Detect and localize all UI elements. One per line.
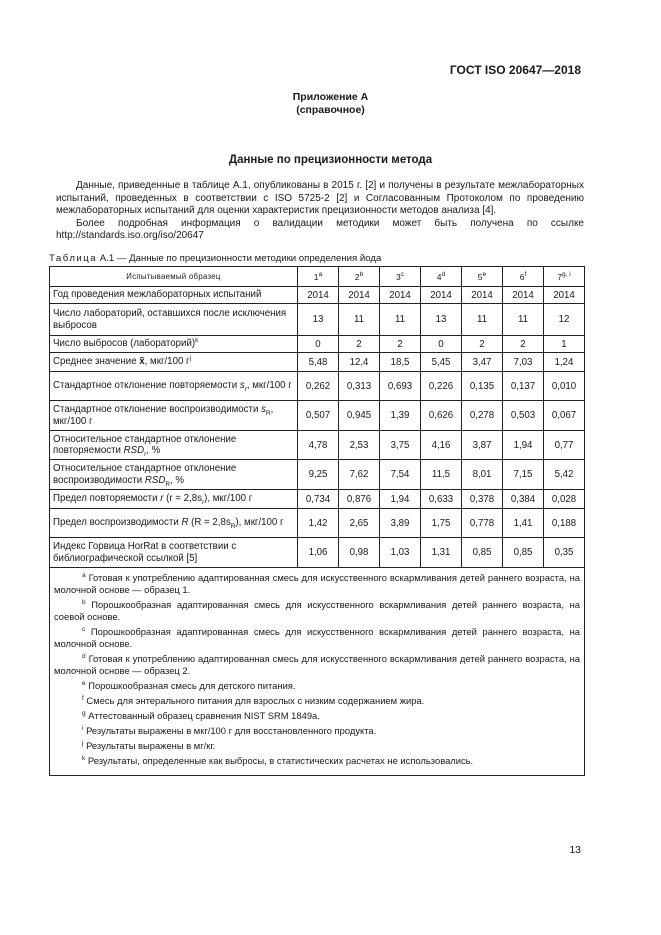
- footnote-mark: f: [82, 694, 84, 702]
- row-label-sub2: r: [201, 499, 205, 507]
- table-cell: 1,24: [544, 353, 585, 372]
- table-cell: 2014: [462, 287, 503, 304]
- table-cell: 4,78: [298, 431, 339, 460]
- column-header-2: [339, 267, 380, 287]
- table-cell: 2014: [421, 287, 462, 304]
- row-label-sup: k: [195, 337, 199, 345]
- row-label: [50, 353, 298, 372]
- row-label-text: Число выбросов (лабораторий): [53, 338, 196, 350]
- table-cell: 0,503: [503, 401, 544, 431]
- standard-designation: ГОСТ ISO 20647—2018: [449, 63, 581, 77]
- row-label-post: , мкг/100 г: [246, 380, 292, 392]
- table-cell: 0,778: [462, 509, 503, 538]
- row-label-text: Год проведения межлабораторных испытаний: [53, 289, 262, 301]
- footnote: [54, 680, 580, 692]
- table-cell: 0,135: [462, 372, 503, 401]
- row-label-sub: R: [265, 409, 271, 417]
- table-cell: 2,53: [339, 431, 380, 460]
- footnote-mark: c: [82, 625, 86, 633]
- table-cell: 1,94: [380, 490, 421, 509]
- table-cell: 13: [298, 304, 339, 336]
- table-cell: 12: [544, 304, 585, 336]
- table-cell: 2014: [339, 287, 380, 304]
- footnote-mark: i: [82, 724, 84, 732]
- table-cell: 1,94: [503, 431, 544, 460]
- table-cell: 13: [421, 304, 462, 336]
- footnote: [54, 740, 580, 752]
- table-cell: 3,89: [380, 509, 421, 538]
- row-label-var: RSD: [144, 474, 166, 486]
- table-cell: 2: [339, 336, 380, 353]
- col-sup: d: [441, 270, 446, 278]
- column-header-3: [380, 267, 421, 287]
- footnote-mark: k: [82, 754, 86, 762]
- table-caption: [49, 253, 381, 264]
- table-row: [50, 538, 585, 568]
- table-row: [50, 287, 585, 304]
- row-label-var: R: [181, 517, 189, 529]
- row-label-var: r: [160, 493, 164, 505]
- row-label-pre: Среднее значение: [53, 356, 140, 368]
- footnote-text: Результаты, определенные как выбросы, в статистических расчетах не использовались.: [87, 755, 474, 766]
- row-label-post: (R = 2,8s: [188, 517, 231, 529]
- table-cell: 2014: [544, 287, 585, 304]
- table-row: [50, 336, 585, 353]
- table-cell: 18,5: [380, 353, 421, 372]
- table-cell: 2014: [503, 287, 544, 304]
- row-label-pre: Стандартное отклонение воспроизводимости: [53, 404, 262, 415]
- intro-text: [56, 180, 584, 243]
- footnote-mark: d: [82, 652, 86, 660]
- table-cell: 0,226: [421, 372, 462, 401]
- section-title: Данные по прецизионности метода: [228, 154, 433, 166]
- footnote-text: Аттестованный образец сравнения NIST SRM 1849a.: [88, 710, 320, 721]
- row-label: [50, 336, 298, 353]
- table-row: [50, 353, 585, 372]
- table-cell: 0,734: [298, 490, 339, 509]
- table-cell: 5,45: [421, 353, 462, 372]
- row-label-tail: ), мкг/100 г: [204, 493, 253, 505]
- row-label: [50, 509, 298, 538]
- table-cell: 11: [503, 304, 544, 336]
- precision-table: [49, 266, 585, 776]
- table-cell: 1,75: [421, 509, 462, 538]
- table-cell: 0: [421, 336, 462, 353]
- table-cell: 0,313: [339, 372, 380, 401]
- table-cell: 3,75: [380, 431, 421, 460]
- table-cell: 0,137: [503, 372, 544, 401]
- footnotes-row: [50, 568, 585, 776]
- footnote-text: Результаты выражены в мг/кг.: [86, 740, 216, 751]
- table-row: [50, 304, 585, 336]
- footnote-mark: e: [82, 679, 86, 687]
- col-sup: g, i: [562, 270, 571, 278]
- footnote: [54, 599, 580, 623]
- row-label-pre: Предел воспроизводимости: [53, 517, 182, 529]
- row-label-var: s: [261, 404, 266, 415]
- table-cell: 0,945: [339, 401, 380, 431]
- table-cell: 11: [462, 304, 503, 336]
- table-cell: 0,77: [544, 431, 585, 460]
- page-number: 13: [569, 844, 581, 856]
- table-cell: 1: [544, 336, 585, 353]
- row-label: [50, 372, 298, 401]
- table-cell: 12,4: [339, 353, 380, 372]
- footnote-text: Порошкообразная адаптированная смесь для искусственного вскармливания детей раннего возраста, на соевой основе.: [54, 599, 580, 622]
- table-row: [50, 401, 585, 431]
- table-cell: 0,626: [421, 401, 462, 431]
- col-num: 3: [395, 271, 401, 282]
- table-cell: 4,16: [421, 431, 462, 460]
- row-label-post: (r = 2,8s: [163, 493, 202, 505]
- col-num: 5: [477, 271, 483, 282]
- row-label: [50, 304, 298, 336]
- row-label-sup: j: [189, 355, 192, 363]
- row-label-var: s: [239, 380, 245, 392]
- table-cell: 0,378: [462, 490, 503, 509]
- table-cell: 1,06: [298, 538, 339, 568]
- col-num: 4: [436, 271, 442, 282]
- footnote-mark: g: [82, 709, 86, 717]
- row-label-sub2: R: [230, 523, 236, 531]
- table-cell: 0,262: [298, 372, 339, 401]
- table-footnotes: [50, 568, 585, 776]
- col-sup: e: [482, 270, 487, 278]
- table-cell: 1,42: [298, 509, 339, 538]
- table-cell: 2014: [380, 287, 421, 304]
- table-cell: 0,188: [544, 509, 585, 538]
- column-header-4: [421, 267, 462, 287]
- row-label-pre: Относительное стандартное отклонение повторяемости: [53, 433, 237, 456]
- row-label-post: , %: [146, 445, 161, 456]
- table-row: [50, 490, 585, 509]
- table-cell: 5,48: [298, 353, 339, 372]
- footnote-mark: b: [82, 598, 86, 606]
- table-cell: 0,507: [298, 401, 339, 431]
- table-cell: 0,633: [421, 490, 462, 509]
- table-row: [50, 460, 585, 490]
- column-header-6: [503, 267, 544, 287]
- table-body: [50, 287, 585, 568]
- table-cell: 3,47: [462, 353, 503, 372]
- col-num: 7: [557, 271, 563, 282]
- sample-header: Испытываемый образец: [50, 267, 298, 287]
- row-label-pre: Предел повторяемости: [53, 493, 161, 505]
- col-num: 1: [313, 271, 319, 282]
- table-cell: 2: [503, 336, 544, 353]
- row-label-var: RSD: [123, 445, 145, 456]
- footnote: [54, 725, 580, 737]
- table-cell: 11: [339, 304, 380, 336]
- table-caption-text: А.1 — Данные по прецизионности методики определения йода: [97, 253, 382, 264]
- annex-title: Приложение А: [292, 91, 369, 103]
- column-header-7: [544, 267, 585, 287]
- footnote: [54, 626, 580, 650]
- table-cell: 2: [462, 336, 503, 353]
- row-label-post: , %: [170, 474, 185, 486]
- table-cell: 3,87: [462, 431, 503, 460]
- row-label-sub: r: [244, 386, 247, 394]
- table-cell: 0,85: [503, 538, 544, 568]
- footnote-text: Порошкообразная смесь для детского питания.: [88, 680, 296, 691]
- table-cell: 11,5: [421, 460, 462, 490]
- row-label: [50, 287, 298, 304]
- table-cell: 0,010: [544, 372, 585, 401]
- table-cell: 7,03: [503, 353, 544, 372]
- footnote-mark: a: [82, 571, 86, 579]
- table-cell: 0,693: [380, 372, 421, 401]
- table-cell: 2014: [298, 287, 339, 304]
- footnote-text: Готовая к употреблению адаптированная смесь для искусственного вскармливания детей раннего возраста, на молочной основе — образец 1.: [54, 572, 581, 595]
- table-cell: 5,42: [544, 460, 585, 490]
- table-cell: 1,41: [503, 509, 544, 538]
- table-cell: 7,54: [380, 460, 421, 490]
- table-cell: 1,39: [380, 401, 421, 431]
- footnote-mark: j: [82, 739, 84, 747]
- footnote-text: Результаты выражены в мкг/100 г для восстановленного продукта.: [86, 725, 377, 736]
- table-cell: 7,62: [339, 460, 380, 490]
- table-cell: 11: [380, 304, 421, 336]
- row-label: [50, 431, 298, 460]
- table-caption-word: Таблица: [49, 253, 98, 264]
- intro-paragraph-1: Данные, приведенные в таблице А.1, опубликованы в 2015 г. [2] и получены в результате межлабораторных испытаний, проведенных в соответствии с ISO 5725-2 [2] и Согласованным Протоколом по проведению межлабораторных испытаний для оценки характеристик прецизионности методов анализа [4].: [56, 180, 584, 217]
- column-header-5: [462, 267, 503, 287]
- footnote-text: Смесь для энтерального питания для взрослых с низким содержанием жира.: [86, 695, 425, 706]
- col-sup: f: [524, 270, 527, 278]
- table-cell: 9,25: [298, 460, 339, 490]
- row-label-pre: Относительное стандартное отклонение воспроизводимости: [53, 463, 237, 486]
- table-cell: 0,876: [339, 490, 380, 509]
- table-cell: 0,028: [544, 490, 585, 509]
- table-cell: 0,35: [544, 538, 585, 568]
- row-label-text: Индекс Горвица HorRat в соответствии с библиографической ссылкой [5]: [53, 541, 237, 564]
- annex-heading: [0, 91, 661, 117]
- footnote: [54, 710, 580, 722]
- table-row: [50, 431, 585, 460]
- table-cell: 8,01: [462, 460, 503, 490]
- row-label-pre: Стандартное отклонение повторяемости: [53, 380, 240, 392]
- footnote-text: Готовая к употреблению адаптированная смесь для искусственного вскармливания детей раннего возраста, на молочной основе — образец 2.: [54, 653, 581, 676]
- row-label-post: , мкг/100 г: [53, 404, 274, 427]
- footnote: [54, 653, 580, 677]
- table-cell: 0,067: [544, 401, 585, 431]
- table-cell: 0,85: [462, 538, 503, 568]
- footnote: [54, 695, 580, 707]
- table-cell: 0,384: [503, 490, 544, 509]
- row-label-sub: R: [165, 480, 171, 488]
- row-label-post: , мкг/100 г: [144, 356, 190, 368]
- row-label: [50, 490, 298, 509]
- row-label: [50, 460, 298, 490]
- column-header-1: [298, 267, 339, 287]
- col-sup: a: [318, 270, 323, 278]
- footnote: [54, 755, 580, 767]
- table-cell: 2,65: [339, 509, 380, 538]
- row-label: [50, 401, 298, 431]
- row-label-sym: x̄: [139, 356, 145, 368]
- col-num: 6: [519, 271, 525, 282]
- table-cell: 0: [298, 336, 339, 353]
- col-sup: b: [359, 270, 364, 278]
- row-label-text: Число лабораторий, оставшихся после исключения выбросов: [53, 308, 287, 331]
- table-cell: 0,278: [462, 401, 503, 431]
- table-header-row: [50, 267, 585, 287]
- intro-paragraph-2: Более подробная информация о валидации методики может быть получена по ссылке http://standards.iso.org/iso/20647: [56, 217, 584, 242]
- table-row: [50, 372, 585, 401]
- table-cell: 1,31: [421, 538, 462, 568]
- row-label: [50, 538, 298, 568]
- col-num: 2: [354, 271, 360, 282]
- table-row: [50, 509, 585, 538]
- footnote: [54, 572, 580, 596]
- footnote-text: Порошкообразная адаптированная смесь для искусственного вскармливания детей раннего возраста, на молочной основе.: [54, 626, 580, 649]
- col-sup: c: [400, 270, 405, 278]
- table-cell: 7,15: [503, 460, 544, 490]
- row-label-tail: ), мкг/100 г: [235, 517, 284, 529]
- table-cell: 1,03: [380, 538, 421, 568]
- row-label-sub: r: [144, 450, 147, 458]
- table-cell: 2: [380, 336, 421, 353]
- table-cell: 0,98: [339, 538, 380, 568]
- annex-subtitle: (справочное): [296, 104, 365, 116]
